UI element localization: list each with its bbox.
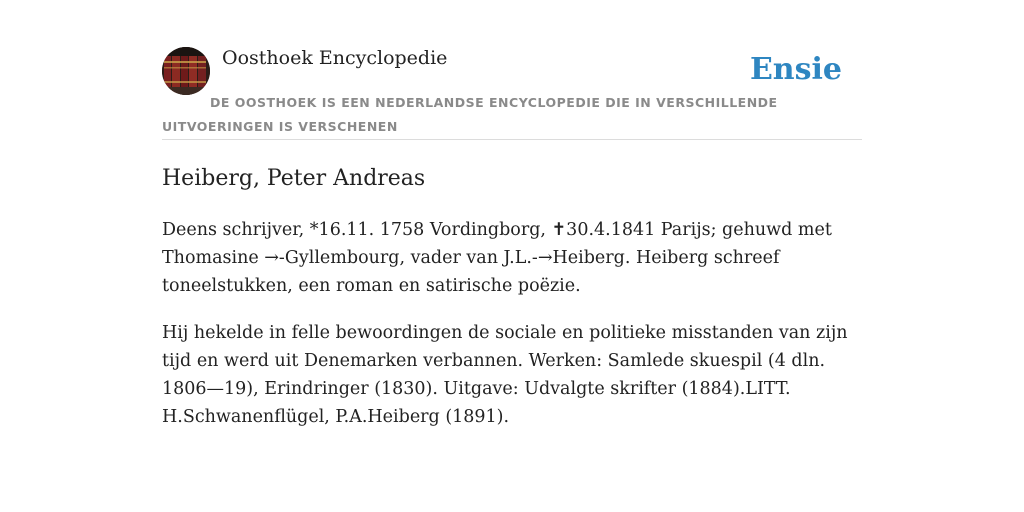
entry-paragraph: Deens schrijver, *16.11. 1758 Vordingborg, ✝30.4.1841 Parijs; gehuwd met Thomasine →-Gyllembourg, vader van J.L.-→Heiberg. Heiberg schreef toneelstukken, een roman en satirische poëzie. bbox=[162, 220, 832, 296]
brand-logo-link[interactable]: Ensie bbox=[749, 52, 842, 87]
entry-title: Heiberg, Peter Andreas bbox=[162, 166, 426, 191]
site-tagline: DE OOSTHOEK IS EEN NEDERLANDSE ENCYCLOPEDIE DIE IN VERSCHILLENDE UITVOERINGEN IS VERSCHENEN bbox=[162, 95, 778, 134]
site-title[interactable]: Oosthoek Encyclopedie bbox=[222, 47, 448, 69]
page-container bbox=[162, 44, 862, 431]
encyclopedia-books-icon[interactable] bbox=[162, 47, 210, 95]
site-header bbox=[162, 44, 862, 140]
entry-paragraph: Hij hekelde in felle bewoordingen de sociale en politieke misstanden van zijn tijd en werd uit Denemarken verbannen. Werken: Samlede skuespil (4 dln. 1806—19), Erindringer (1830). Uitgave: Udvalgte skrifter (1884).LITT. H.Schwanenflügel, P.A.Heiberg (1891). bbox=[162, 323, 848, 427]
